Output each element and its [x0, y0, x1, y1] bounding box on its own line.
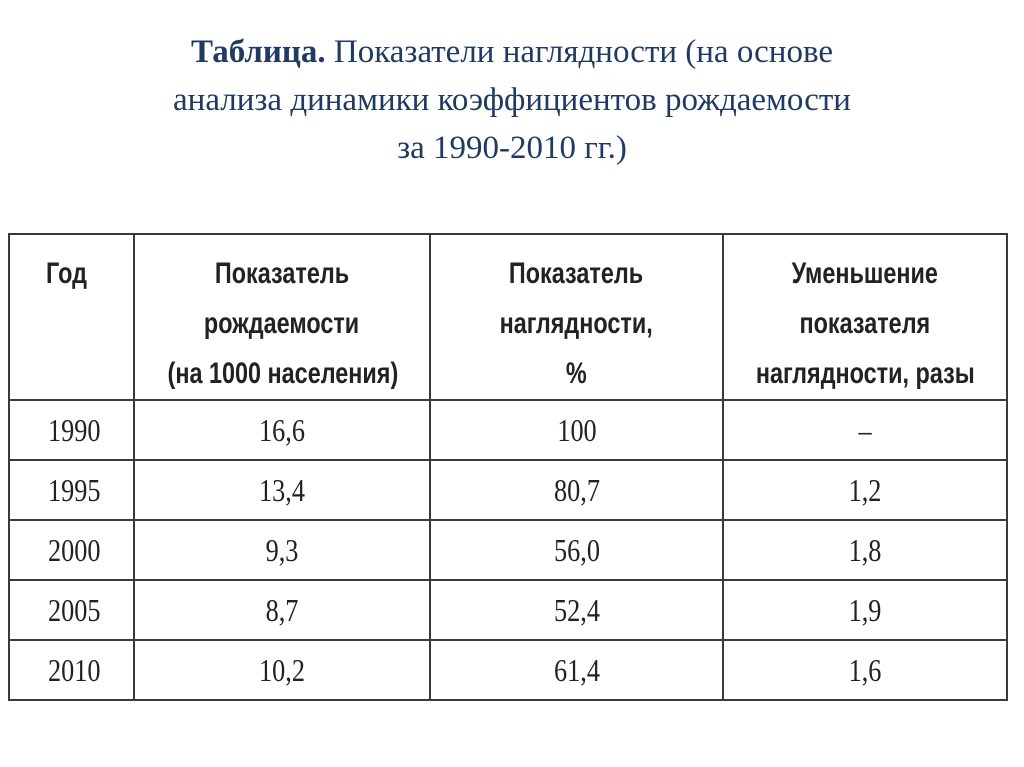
- cell-visibility-text: 52,4: [553, 591, 600, 628]
- cell-visibility: [430, 460, 723, 520]
- table-row: [9, 520, 1007, 580]
- cell-visibility-text: 56,0: [553, 531, 600, 568]
- cell-year: [9, 400, 134, 460]
- header-birth-rate-line-2: рождаемости: [204, 307, 360, 340]
- caption-line-1-rest: Показатели наглядности (на основе: [325, 34, 833, 70]
- cell-visibility: [430, 640, 723, 700]
- header-decrease-line-3: наглядности, разы: [755, 357, 975, 390]
- cell-birth-rate-text: 13,4: [259, 471, 305, 508]
- table-body: [9, 400, 1007, 700]
- cell-year-text: 1995: [48, 471, 101, 508]
- cell-visibility: [430, 400, 723, 460]
- header-birth-rate-line-3: (на 1000 населения): [167, 357, 399, 390]
- header-visibility-index: [430, 234, 723, 400]
- fertility-table: [8, 233, 1008, 701]
- cell-decrease: [723, 400, 1007, 460]
- cell-year-text: 2000: [48, 531, 101, 568]
- table-header: [9, 234, 1007, 400]
- cell-visibility-text: 61,4: [553, 651, 600, 688]
- caption-line-3: за 1990-2010 гг.): [397, 130, 627, 166]
- cell-birth-rate: [134, 400, 430, 460]
- caption-lead: Таблица.: [191, 34, 326, 70]
- cell-visibility: [430, 580, 723, 640]
- cell-decrease-text: 1,9: [848, 591, 882, 628]
- cell-year: [9, 580, 134, 640]
- cell-birth-rate-text: 8,7: [265, 591, 299, 628]
- header-birth-rate-line-1: Показатель: [214, 257, 350, 290]
- table-container: [8, 233, 1006, 701]
- cell-decrease-text: 1,2: [848, 471, 882, 508]
- header-decrease-line-2: показателя: [799, 307, 931, 340]
- cell-decrease: [723, 640, 1007, 700]
- table-row: [9, 400, 1007, 460]
- cell-visibility-text: 100: [556, 411, 597, 448]
- cell-decrease: [723, 580, 1007, 640]
- header-birth-rate: [134, 234, 430, 400]
- header-visibility-line-2: наглядности,: [499, 307, 654, 340]
- cell-birth-rate-text: 16,6: [259, 411, 305, 448]
- cell-decrease: [723, 520, 1007, 580]
- cell-birth-rate-text: 9,3: [265, 531, 299, 568]
- cell-year: [9, 520, 134, 580]
- caption-line-2: анализа динамики коэффициентов рождаемости: [173, 82, 851, 118]
- table-row: [9, 580, 1007, 640]
- header-year-line-1: Год: [46, 257, 87, 290]
- table-row: [9, 460, 1007, 520]
- cell-year: [9, 640, 134, 700]
- cell-birth-rate: [134, 460, 430, 520]
- cell-birth-rate: [134, 520, 430, 580]
- cell-decrease-text: 1,8: [848, 531, 882, 568]
- cell-decrease-text: –: [858, 411, 872, 448]
- cell-birth-rate: [134, 580, 430, 640]
- header-decrease-line-1: Уменьшение: [791, 257, 939, 290]
- header-row: [9, 234, 1007, 400]
- header-visibility-line-3: %: [566, 357, 587, 390]
- header-year: [9, 234, 134, 400]
- cell-year-text: 1990: [48, 411, 101, 448]
- header-decrease: [723, 234, 1007, 400]
- cell-visibility-text: 80,7: [553, 471, 600, 508]
- cell-birth-rate-text: 10,2: [259, 651, 305, 688]
- cell-birth-rate: [134, 640, 430, 700]
- table-row: [9, 640, 1007, 700]
- cell-year: [9, 460, 134, 520]
- caption-line-1: [80, 28, 944, 76]
- cell-decrease: [723, 460, 1007, 520]
- cell-year-text: 2005: [48, 591, 101, 628]
- header-visibility-line-1: Показатель: [509, 257, 644, 290]
- cell-visibility: [430, 520, 723, 580]
- cell-year-text: 2010: [48, 651, 101, 688]
- table-caption: [80, 28, 944, 172]
- cell-decrease-text: 1,6: [848, 651, 882, 688]
